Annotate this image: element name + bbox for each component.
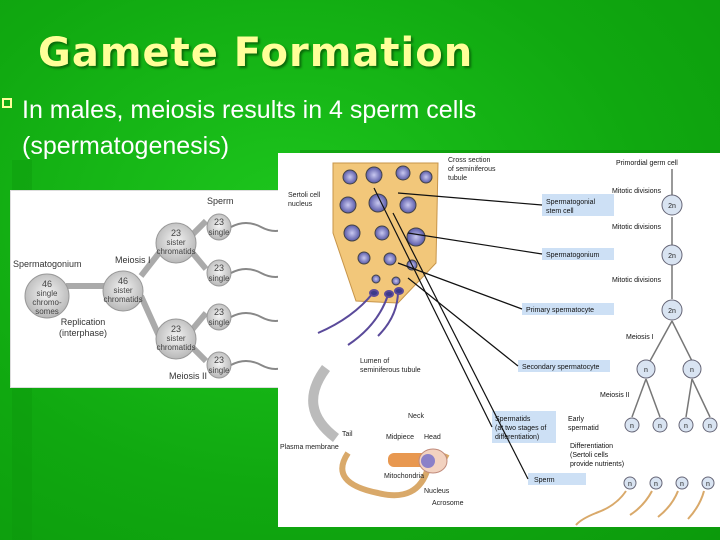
label: Plasma membrane [280, 444, 339, 451]
cell-text: single [208, 274, 230, 283]
label: Spermatogonium [546, 252, 600, 259]
label: (at two stages of [495, 425, 547, 432]
cell-count: 23 [170, 324, 182, 334]
label: Primordial germ cell [616, 160, 678, 167]
magnify-arrow [313, 368, 336, 438]
label: spermatid [568, 425, 599, 432]
bullet-square-icon [2, 98, 12, 108]
label: tubule [448, 175, 468, 182]
ploidy-label: n [630, 423, 634, 430]
cell-text: sister [166, 334, 186, 343]
ploidy-label: 2n [668, 253, 676, 260]
spermatogenesis-diagram [10, 190, 290, 388]
sperm-cell [207, 214, 289, 240]
label: Secondary spermatocyte [522, 364, 600, 371]
mature-sperm-tails [576, 491, 704, 525]
label: Midpiece [386, 434, 415, 441]
label: Mitotic divisions [612, 188, 662, 195]
label: Cross section [448, 157, 491, 164]
sperm-cell [207, 352, 289, 378]
cell-text: chromatids [156, 247, 196, 256]
cell-text: chromo- [32, 298, 62, 307]
cell-count: 23 [213, 217, 225, 227]
label: Mitochondria [384, 473, 425, 480]
spermatogenesis-diagram-svg [11, 191, 289, 387]
sperm-cell [207, 304, 289, 330]
label: Lumen of [360, 358, 390, 365]
cell-text: chromatids [156, 343, 196, 352]
label: Spermatids [495, 416, 531, 423]
cell-count: 23 [213, 355, 225, 365]
label: Mitotic divisions [612, 224, 662, 231]
label: stem cell [546, 208, 574, 215]
pathway-cells [624, 195, 717, 489]
label: nucleus [288, 201, 313, 208]
cell-text: sister [113, 286, 133, 295]
label: (Sertoli cells [570, 452, 609, 459]
seminiferous-tubule-svg [278, 153, 720, 527]
cell-count: 23 [213, 307, 225, 317]
label: Sperm [534, 477, 555, 484]
bullet-text: In males, meiosis results in 4 sperm cells (spermatogenesis) [22, 96, 477, 160]
cell-text: somes [35, 307, 59, 316]
sperm-header: Sperm [207, 196, 234, 206]
label: Nucleus [424, 488, 450, 495]
ploidy-label: n [658, 423, 662, 430]
sperm-nucleus [421, 454, 435, 468]
spermatogonium-label: Spermatogonium [13, 259, 82, 269]
meiosis-2-label: Meiosis II [169, 371, 208, 381]
label: Neck [408, 413, 424, 420]
label: provide nutrients) [570, 461, 625, 468]
cell-count: 46 [117, 276, 129, 286]
ploidy-label: n [690, 367, 694, 374]
seminiferous-tubule-diagram [278, 153, 720, 527]
replication-label: (interphase) [58, 328, 108, 338]
ploidy-label: n [644, 367, 648, 374]
sperm-cell [207, 260, 289, 286]
label: Differentiation [570, 443, 614, 450]
label: Spermatogonial [546, 199, 596, 206]
cell-count: 46 [41, 279, 53, 289]
label: Tail [342, 431, 353, 438]
label: Early [568, 416, 584, 423]
ploidy-label: n [706, 481, 710, 488]
cell-text: single [208, 228, 230, 237]
label: Meiosis I [626, 334, 654, 341]
cell-text: chromatids [103, 295, 143, 304]
cell-text: single [208, 366, 230, 375]
label: Head [424, 434, 441, 441]
label: Mitotic divisions [612, 277, 662, 284]
label: Meiosis II [600, 392, 630, 399]
label: Sertoli cell [288, 192, 321, 199]
meiosis-1-label: Meiosis I [115, 255, 151, 265]
ploidy-label: n [684, 423, 688, 430]
label: differentiation) [495, 434, 540, 441]
slide-title: Gamete Formation [38, 30, 474, 76]
cell-count: 23 [213, 263, 225, 273]
ploidy-label: n [654, 481, 658, 488]
label: seminiferous tubule [360, 367, 421, 374]
ploidy-label: n [708, 423, 712, 430]
label: Primary spermatocyte [526, 307, 595, 314]
ploidy-label: 2n [668, 308, 676, 315]
cell-text: sister [166, 238, 186, 247]
cell-text: single [36, 289, 58, 298]
label: of seminiferous [448, 166, 496, 173]
ploidy-label: n [680, 481, 684, 488]
replication-label: Replication [60, 317, 106, 327]
ploidy-label: n [628, 481, 632, 488]
label: Acrosome [432, 500, 464, 507]
ploidy-label: 2n [668, 203, 676, 210]
cell-text: single [208, 318, 230, 327]
cell-count: 23 [170, 228, 182, 238]
